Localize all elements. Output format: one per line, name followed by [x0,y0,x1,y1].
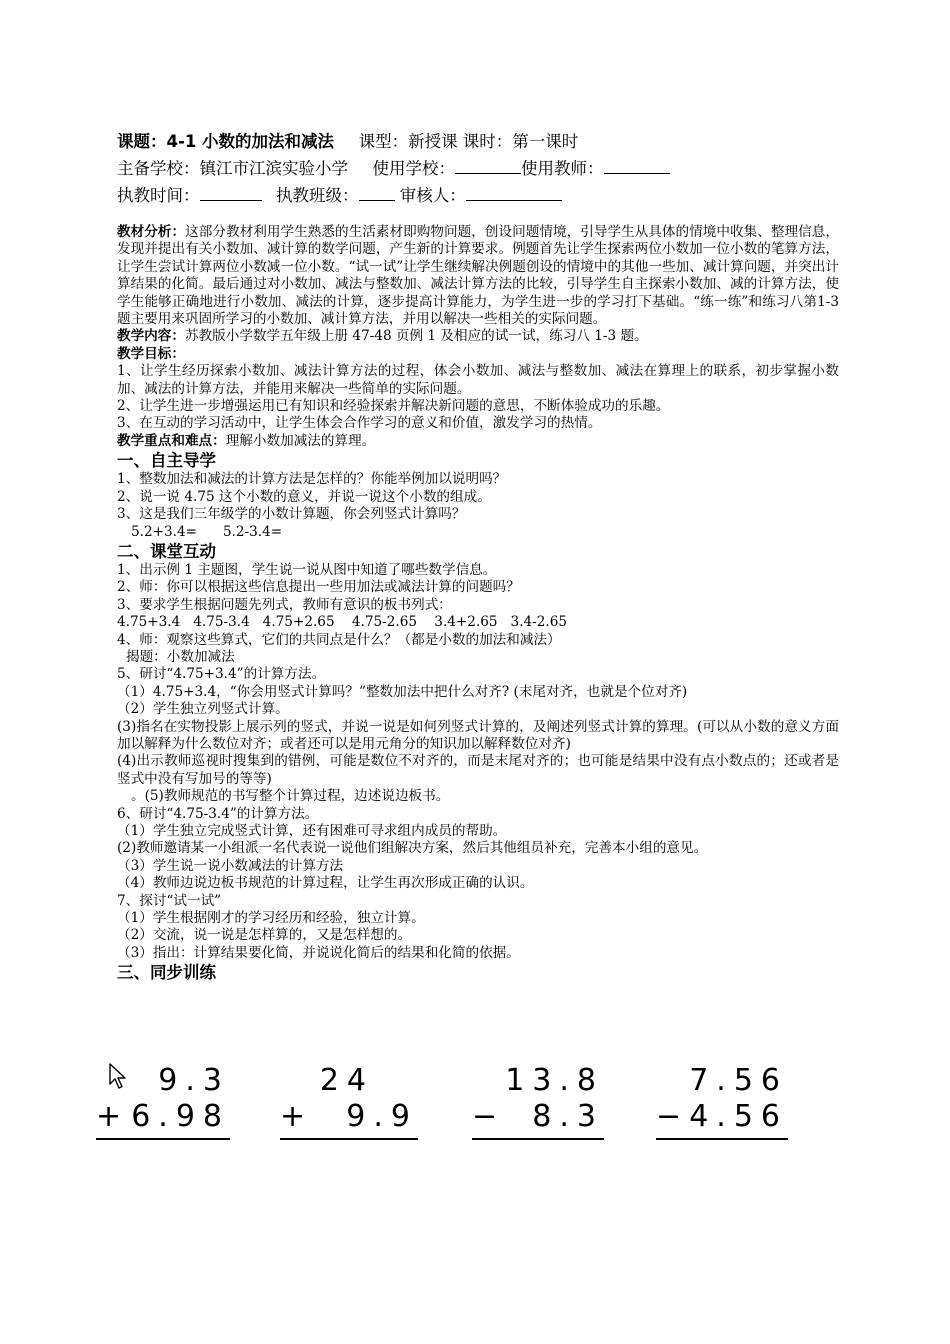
practice-problem-3 [472,1063,604,1140]
mouse-pointer-icon [108,1062,128,1090]
section-1-exercises: 5.2+3.4= 5.2-3.4= [131,523,283,540]
answer-line [656,1138,788,1140]
section-2-line: 2、师：你可以根据这些信息提出一些用加法或减法计算的问题吗？ [117,579,520,596]
section-2-line: 3、要求学生根据问题先列式，教师有意识的板书列式： [117,596,452,613]
section-2-line: 4、师：观察这些算式，它们的共同点是什么？（都是小数的加法和减法） [117,631,561,648]
section-2-line: （4）教师边说边板书规范的计算过程，让学生再次形成正确的认识。 [117,875,534,892]
minus-sign: − [472,1099,498,1134]
document-body [117,224,839,983]
use-school-label: 使用学校： [372,159,455,178]
section-1-item: 2、说一说 4.75 这个小数的意义，并说一说这个小数的组成。 [117,488,491,505]
section-2-line: 1、出示例 1 主题图，学生说一说从图中知道了哪些数学信息。 [117,561,497,578]
analysis-paragraph [117,224,839,328]
problem-bottom-row [280,1099,418,1135]
problem-bottom-number: 6.98 [131,1099,230,1134]
title-label: 课题： [117,132,167,151]
section-2-line: (2)教师邀请某一小组派一名代表说一说他们组解决方案，然后其他组员补充，完善本小组的意见。 [117,840,708,857]
problem-top-number: 7.56 [689,1063,788,1098]
goal-item: 3、在互动的学习活动中，让学生体会合作学习的意义和价值，激发学习的热情。 [117,415,602,432]
problem-top-number: 9.3 [158,1063,230,1098]
school-line [117,155,857,182]
problem-bottom-number: 9.9 [346,1099,418,1134]
time-label: 执教时间： [117,186,200,205]
class-blank[interactable] [359,184,395,201]
section-2-line: (3)指名在实物投影上展示列的竖式，并说一说是如何列竖式计算的，及阐述列竖式计算的算理。(可以从小数的意义方面加以解释为什么数位对齐；或者还可以是用元角分的知识加以解释数位对齐) [117,718,839,752]
section-2-line: 5、研讨“4.75+3.4”的计算方法。 [117,666,326,683]
answer-line [472,1138,604,1140]
section-2-title: 二、课堂互动 [117,541,216,561]
analysis-label: 教材分析： [117,224,186,240]
problem-bottom-row [656,1099,788,1135]
section-2-line: （1）学生独立完成竖式计算，还有困难可寻求组内成员的帮助。 [117,823,507,839]
section-2-line: (4)出示教师巡视时搜集到的错例，可能是数位不对齐的，而是末尾对齐的；也可能是结果中没有点小数点的；还或者是竖式中没有写加号的等等) [117,753,839,787]
plus-sign: + [96,1099,122,1134]
problem-bottom-number: 4.56 [689,1099,788,1134]
title-line [117,128,857,155]
section-3-title: 三、同步训练 [117,963,216,983]
main-school-label: 主备学校：镇江市江滨实验小学 [117,159,348,178]
lesson-title: 4-1 小数的加法和减法 [166,132,335,151]
section-1-item: 3、这是我们三年级学的小数计算题，你会列竖式计算吗？ [117,506,466,523]
analysis-text: 这部分教材利用学生熟悉的生活素材即购物问题，创设问题情境，引导学生从具体的情境中收集、整理信息，发现并提出有关小数加、减计算的数学问题，产生新的计算要求。例题首先让学生探索两位小数加一位小数的笔算方法，让学生尝试计算两位小数减一位小数。“试一试”让学生继续解决例题创设的情境中的其他一些加、减计算问题，并突出计算结果的化简。最后通过对小数加、减法与整数加、减法计算方法的比较，引导学生自主探索小数加、减的计算方法，使学生能够正确地进行小数加、减法的计算，逐步提高计算能力，为学生进一步的学习打下基础。“练一练”和练习八第1-3题主要用来巩固所学习的小数加、减计算方法，并用以解决一些相关的实际问题。 [117,224,840,328]
document-header [117,128,857,209]
plus-sign: + [280,1099,306,1134]
time-blank[interactable] [200,184,262,201]
practice-problem-2 [280,1063,418,1140]
problem-top-number: 13.8 [505,1063,604,1098]
lesson-meta: 课型：新授课 课时：第一课时 [358,132,579,151]
content-label: 教学内容： [117,328,185,345]
class-label: 执教班级： [276,186,359,205]
answer-line [280,1138,418,1140]
section-2-line: 7、探讨“试一试” [117,892,222,909]
focus-label: 教学重点和难点： [117,432,226,449]
section-2-line: （3）指出：计算结果要化简，并说说化简后的结果和化简的依据。 [117,944,520,961]
section-1-item: 1、整数加法和减法的计算方法是怎样的？你能举例加以说明吗？ [117,471,507,488]
section-2-line: 。(5)教师规范的书写整个计算过程，边述说边板书。 [131,788,450,805]
goals-heading: 教学目标： [117,345,185,362]
reviewer-blank[interactable] [466,184,562,201]
practice-problem-4 [656,1063,788,1140]
goal-item: 2、让学生进一步增强运用已有知识和经验探索并解决新问题的意思，不断体验成功的乐趣。 [117,398,670,415]
minus-sign: − [656,1099,682,1134]
reviewer-label: 审核人： [399,186,466,205]
section-2-line: （2）交流，说一说是怎样算的，又是怎样想的。 [117,927,412,944]
teacher-label: 使用教师： [521,159,604,178]
section-1-title: 一、自主导学 [117,451,216,471]
problem-top-number: 24 [319,1063,374,1098]
goal-item: 1、让学生经历探索小数加、减法计算方法的过程，体会小数加、减法与整数加、减法在算理上的联系，初步掌握小数加、减法的计算方法，并能用来解决一些简单的实际问题。 [117,363,839,397]
teacher-blank[interactable] [604,157,670,174]
use-school-blank[interactable] [455,157,521,174]
content-text: 苏教版小学数学五年级上册 47-48 页例 1 及相应的试一试，练习八 1-3 题。 [184,328,648,345]
problem-bottom-row [472,1099,604,1135]
focus-paragraph [117,433,839,450]
section-2-line: 揭题：小数加减法 [126,648,235,665]
answer-line [96,1138,230,1140]
teaching-line [117,182,857,209]
board-expressions: 4.75+3.4 4.75-3.4 4.75+2.65 4.75-2.65 3.4+2.65 3.4-2.65 [117,614,568,631]
content-paragraph [117,328,839,345]
section-2-line: （2）学生独立列竖式计算。 [117,701,289,718]
section-2-line: （3）学生说一说小数减法的计算方法 [117,857,344,874]
focus-text: 理解小数加减法的算理。 [225,432,376,449]
section-2-line: （1）学生根据刚才的学习经历和经验，独立计算。 [117,910,425,927]
problem-bottom-number: 8.3 [532,1099,604,1134]
section-2-line: （1）4.75+3.4，“你会用竖式计算吗？”整数加法中把什么对齐? (末尾对齐，也就是个位对齐) [117,683,688,700]
problem-bottom-row [96,1099,230,1135]
section-2-line: 6、研讨“4.75-3.4”的计算方法。 [117,805,319,822]
